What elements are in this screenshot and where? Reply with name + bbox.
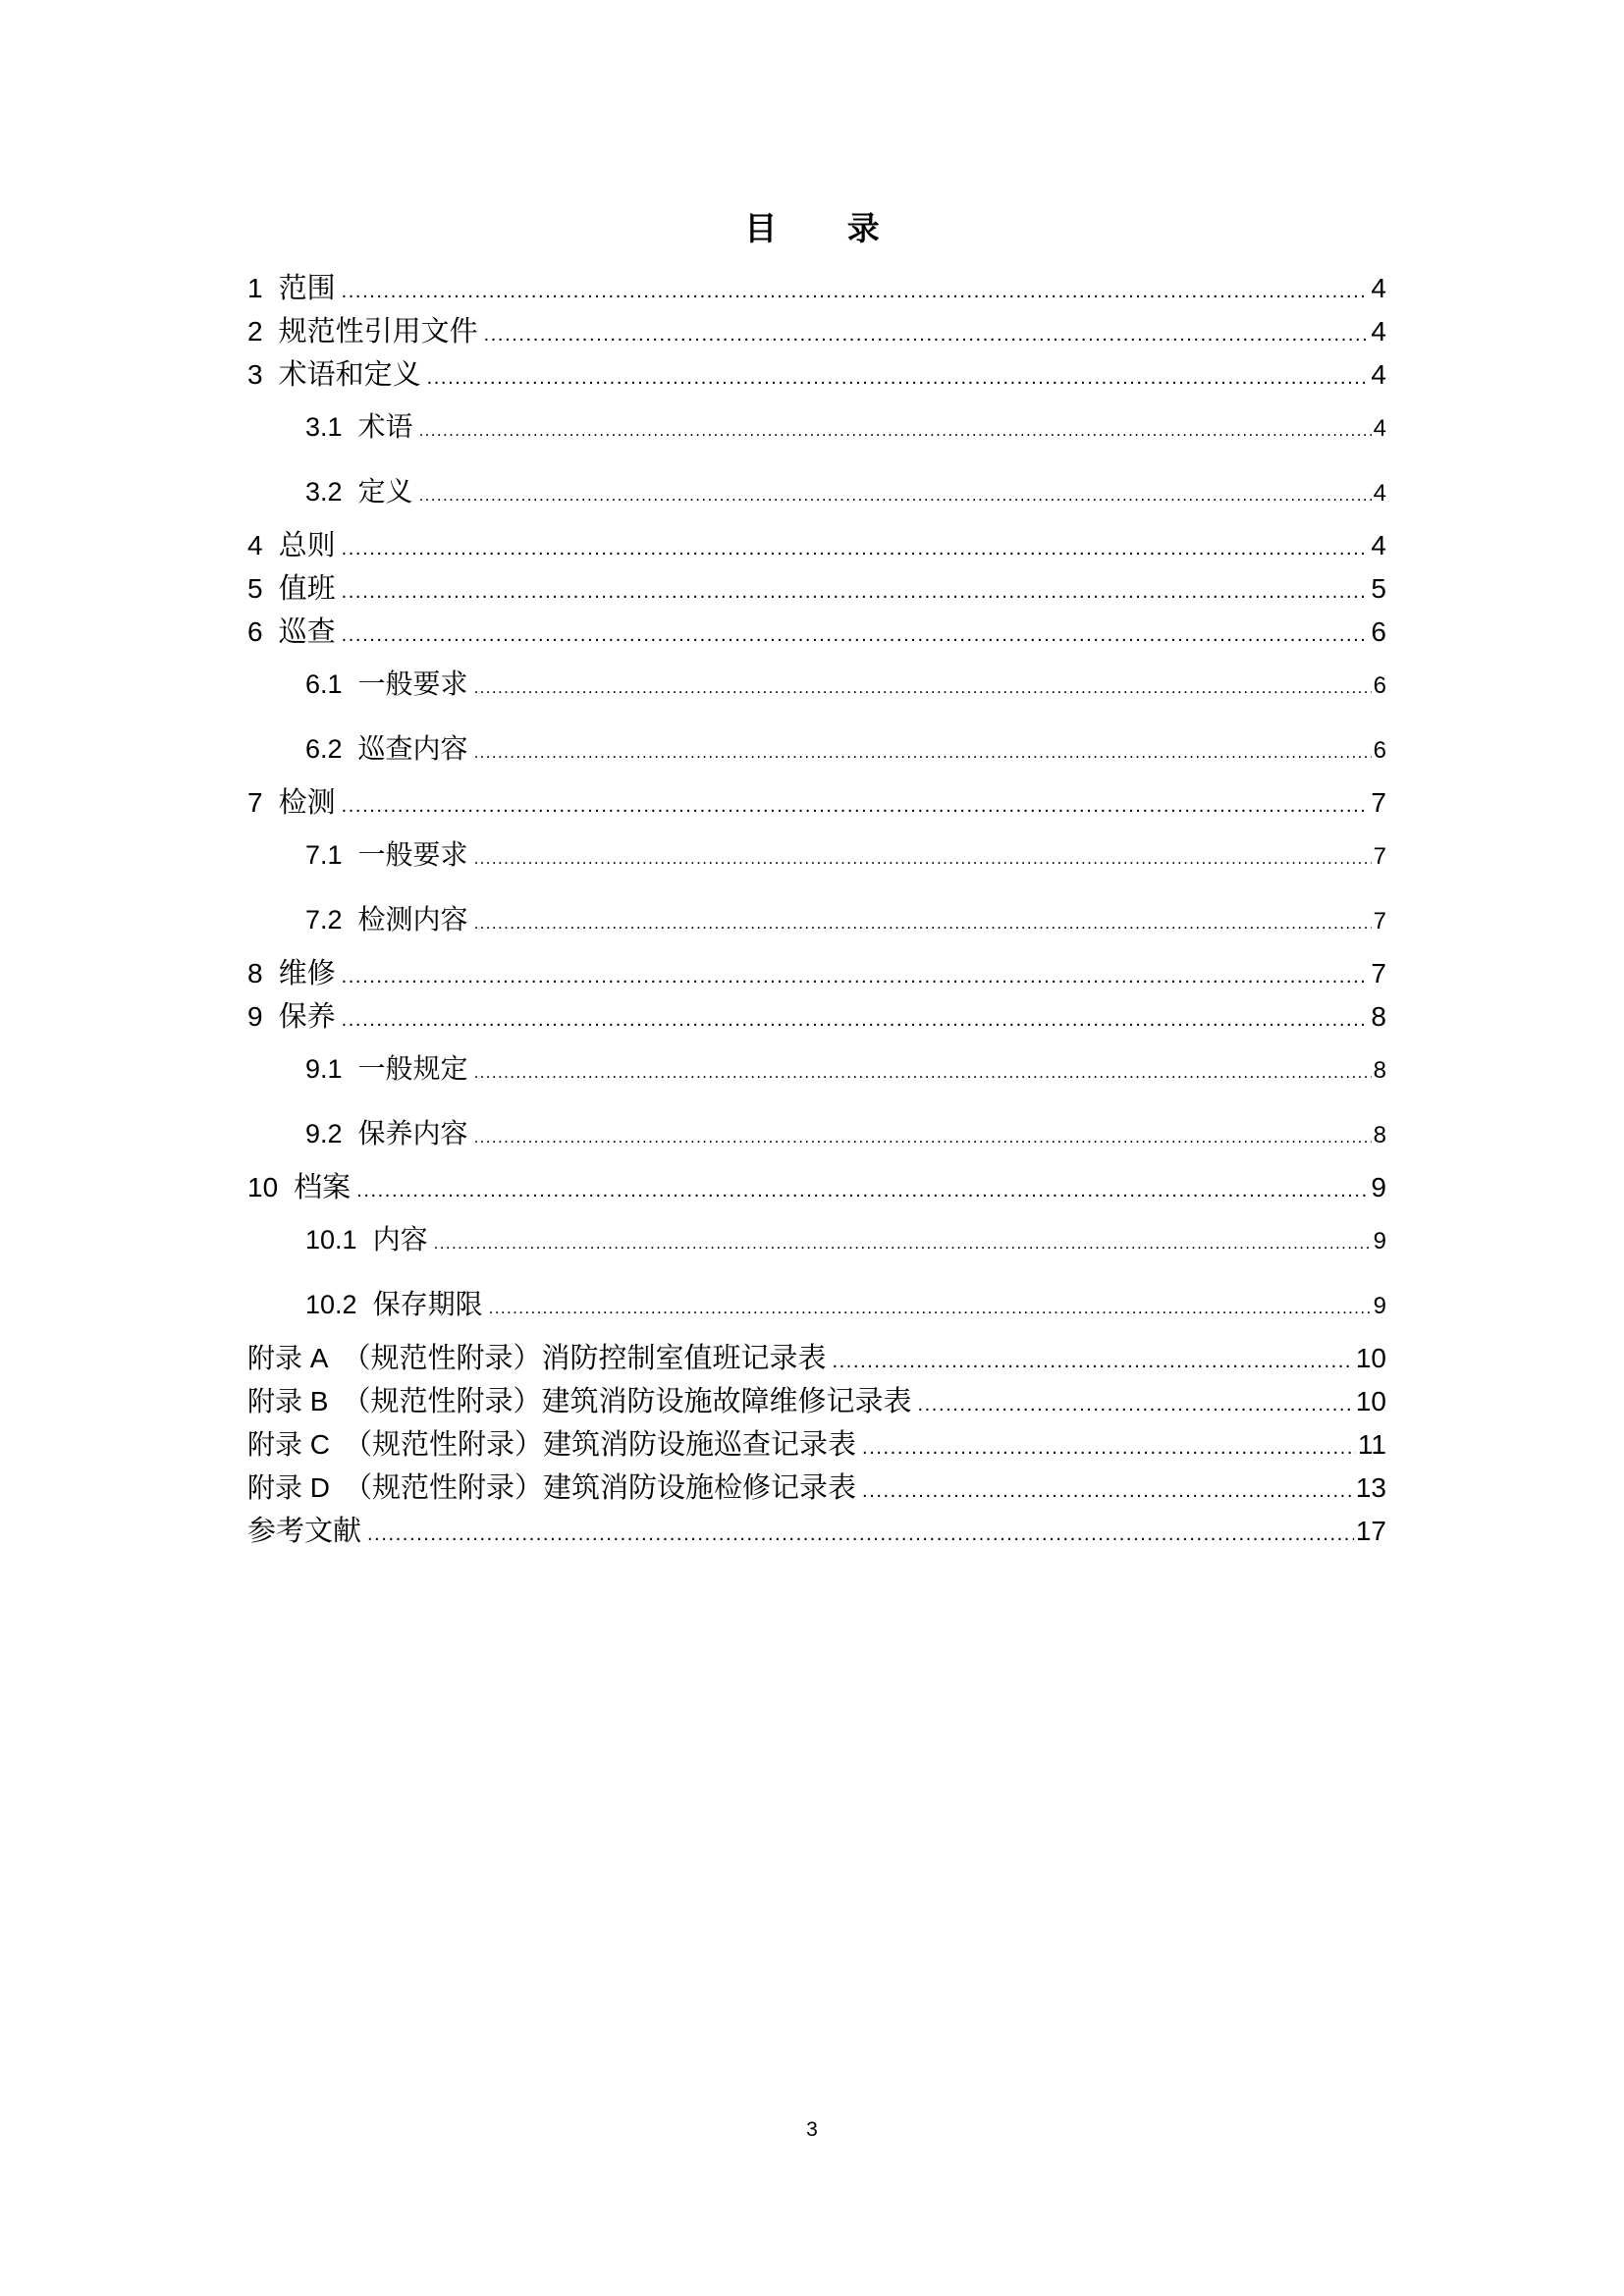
toc-number: 附录 A <box>247 1343 329 1373</box>
toc-entry-appendix-a[interactable] <box>247 1336 1386 1375</box>
toc-page-number: 9 <box>1373 1293 1386 1319</box>
toc-number: 9.1 <box>305 1054 343 1084</box>
toc-label: 值班 <box>278 571 336 605</box>
toc-page-number: 4 <box>1373 480 1386 507</box>
toc-leader-dots <box>474 1128 1372 1148</box>
toc-label: 一般要求 <box>357 667 468 700</box>
toc-leader-dots <box>484 324 1370 347</box>
toc-page-number: 7 <box>1373 908 1386 934</box>
toc-label: 检测内容 <box>357 903 468 935</box>
toc-label: 总则 <box>278 528 336 561</box>
toc-leader-dots <box>419 421 1372 441</box>
toc-leader-dots <box>862 1437 1356 1460</box>
toc-number: 6.1 <box>305 669 343 699</box>
toc-entry-5[interactable] <box>247 566 1386 606</box>
toc-page-number: 4 <box>1371 530 1386 561</box>
toc-number: 3 <box>247 359 263 390</box>
toc-leader-dots <box>342 795 1370 818</box>
toc-number: 6.2 <box>305 734 343 764</box>
toc-label: 术语和定义 <box>278 357 421 391</box>
toc-label: 范围 <box>278 271 336 304</box>
toc-leader-dots <box>342 624 1370 647</box>
toc-number: 7.2 <box>305 905 343 934</box>
toc-number: 9.2 <box>305 1119 343 1148</box>
toc-entry-3-1[interactable] <box>305 405 1386 445</box>
toc-leader-dots <box>474 678 1372 698</box>
toc-entry-8[interactable] <box>247 951 1386 990</box>
toc-number: 10 <box>247 1172 279 1202</box>
toc-label: 档案 <box>294 1170 352 1203</box>
toc-page-number: 7 <box>1373 843 1386 870</box>
toc-page-number: 10 <box>1355 1386 1386 1416</box>
toc-entry-3-2[interactable] <box>305 470 1386 509</box>
toc-entry-appendix-d[interactable] <box>247 1466 1386 1505</box>
toc-number: 附录 B <box>247 1386 329 1416</box>
toc-entry-6-1[interactable] <box>305 663 1386 702</box>
toc-page-number: 8 <box>1371 1001 1386 1032</box>
toc-number: 1 <box>247 273 263 303</box>
toc-label: （规范性附录）建筑消防设施检修记录表 <box>344 1470 857 1504</box>
toc-page-number: 13 <box>1355 1472 1386 1503</box>
toc-label: 巡查内容 <box>357 732 468 765</box>
toc-entry-appendix-b[interactable] <box>247 1379 1386 1418</box>
toc-leader-dots <box>342 966 1370 988</box>
toc-leader-dots <box>917 1394 1353 1416</box>
toc-label: 维修 <box>278 956 336 989</box>
toc-number: 5 <box>247 573 263 604</box>
toc-entry-4[interactable] <box>247 523 1386 562</box>
toc-number: 6 <box>247 616 263 647</box>
toc-number: 10.2 <box>305 1290 357 1319</box>
toc-number: 2 <box>247 316 263 347</box>
toc-number: 4 <box>247 530 263 561</box>
toc-entry-7[interactable] <box>247 780 1386 820</box>
footer-page-number: 3 <box>806 2118 818 2141</box>
toc-page-number: 5 <box>1371 573 1386 604</box>
toc-page-number: 6 <box>1373 672 1386 699</box>
toc-page-number: 6 <box>1373 737 1386 764</box>
toc-entry-9-2[interactable] <box>305 1112 1386 1151</box>
toc-entry-appendix-c[interactable] <box>247 1422 1386 1462</box>
toc-page-number: 8 <box>1373 1057 1386 1084</box>
toc-label: 参考文献 <box>247 1514 362 1547</box>
toc-label: （规范性附录）建筑消防设施故障维修记录表 <box>342 1384 912 1417</box>
toc-number: 3.2 <box>305 477 343 507</box>
page-title: 目 录 <box>744 209 909 247</box>
toc-page-number: 11 <box>1357 1429 1386 1460</box>
toc-number: 附录 C <box>247 1429 331 1460</box>
toc-entry-10[interactable] <box>247 1165 1386 1204</box>
toc-leader-dots <box>367 1523 1354 1546</box>
toc-leader-dots <box>832 1351 1353 1373</box>
toc-page-number: 4 <box>1371 316 1386 347</box>
toc-entry-7-1[interactable] <box>305 833 1386 873</box>
toc-page-number: 4 <box>1371 359 1386 390</box>
toc-entry-6-2[interactable] <box>305 727 1386 767</box>
toc-entry-1[interactable] <box>247 266 1386 305</box>
toc-leader-dots <box>342 1009 1370 1032</box>
toc-number: 3.1 <box>305 412 343 442</box>
toc-entry-10-2[interactable] <box>305 1283 1386 1322</box>
toc-entry-10-1[interactable] <box>305 1218 1386 1257</box>
toc-leader-dots <box>489 1299 1372 1318</box>
toc-entry-6[interactable] <box>247 610 1386 649</box>
toc-page-number: 6 <box>1371 616 1386 647</box>
toc-number: 8 <box>247 958 263 988</box>
toc-entry-9-1[interactable] <box>305 1047 1386 1087</box>
toc-leader-dots <box>427 367 1370 390</box>
toc-label: 定义 <box>357 475 413 507</box>
toc-leader-dots <box>474 1063 1372 1083</box>
toc-page-number: 4 <box>1371 273 1386 303</box>
toc-label: （规范性附录）建筑消防设施巡查记录表 <box>344 1427 857 1461</box>
toc-label: （规范性附录）消防控制室值班记录表 <box>342 1341 827 1374</box>
toc-entry-references[interactable] <box>247 1509 1386 1548</box>
toc-leader-dots <box>474 743 1372 763</box>
toc-page-number: 10 <box>1355 1343 1386 1373</box>
toc-number: 9 <box>247 1001 263 1032</box>
toc-page-number: 7 <box>1371 958 1386 988</box>
toc-label: 保养内容 <box>357 1117 468 1149</box>
toc-leader-dots <box>342 281 1370 303</box>
toc-label: 一般规定 <box>357 1052 468 1085</box>
toc-label: 保养 <box>278 999 336 1033</box>
toc-page-number: 8 <box>1373 1122 1386 1148</box>
toc-leader-dots <box>342 538 1370 561</box>
toc-entry-3[interactable] <box>247 352 1386 392</box>
toc-label: 检测 <box>278 785 336 819</box>
toc-number: 7 <box>247 787 263 818</box>
toc-page-number: 9 <box>1371 1172 1386 1202</box>
toc-page-number: 9 <box>1373 1228 1386 1255</box>
toc-entry-9[interactable] <box>247 994 1386 1034</box>
toc-leader-dots <box>356 1180 1369 1202</box>
toc-number: 10.1 <box>305 1225 357 1255</box>
toc-page-number: 4 <box>1373 415 1386 442</box>
toc-label: 保存期限 <box>372 1288 483 1320</box>
toc-leader-dots <box>862 1480 1354 1503</box>
toc-label: 巡查 <box>278 614 336 648</box>
toc-leader-dots <box>434 1234 1372 1254</box>
toc-leader-dots <box>474 914 1372 934</box>
toc-number: 附录 D <box>247 1472 331 1503</box>
toc-label: 规范性引用文件 <box>278 314 478 347</box>
toc-number: 7.1 <box>305 840 343 870</box>
toc-leader-dots <box>474 849 1372 869</box>
toc-leader-dots <box>419 486 1372 506</box>
toc-label: 一般要求 <box>357 838 468 871</box>
toc-label: 术语 <box>357 410 413 443</box>
toc-label: 内容 <box>372 1223 428 1255</box>
toc-entry-7-2[interactable] <box>305 898 1386 937</box>
toc-leader-dots <box>342 581 1370 604</box>
toc-page-number: 17 <box>1355 1516 1386 1546</box>
toc-entry-2[interactable] <box>247 309 1386 348</box>
toc-page-number: 7 <box>1371 787 1386 818</box>
